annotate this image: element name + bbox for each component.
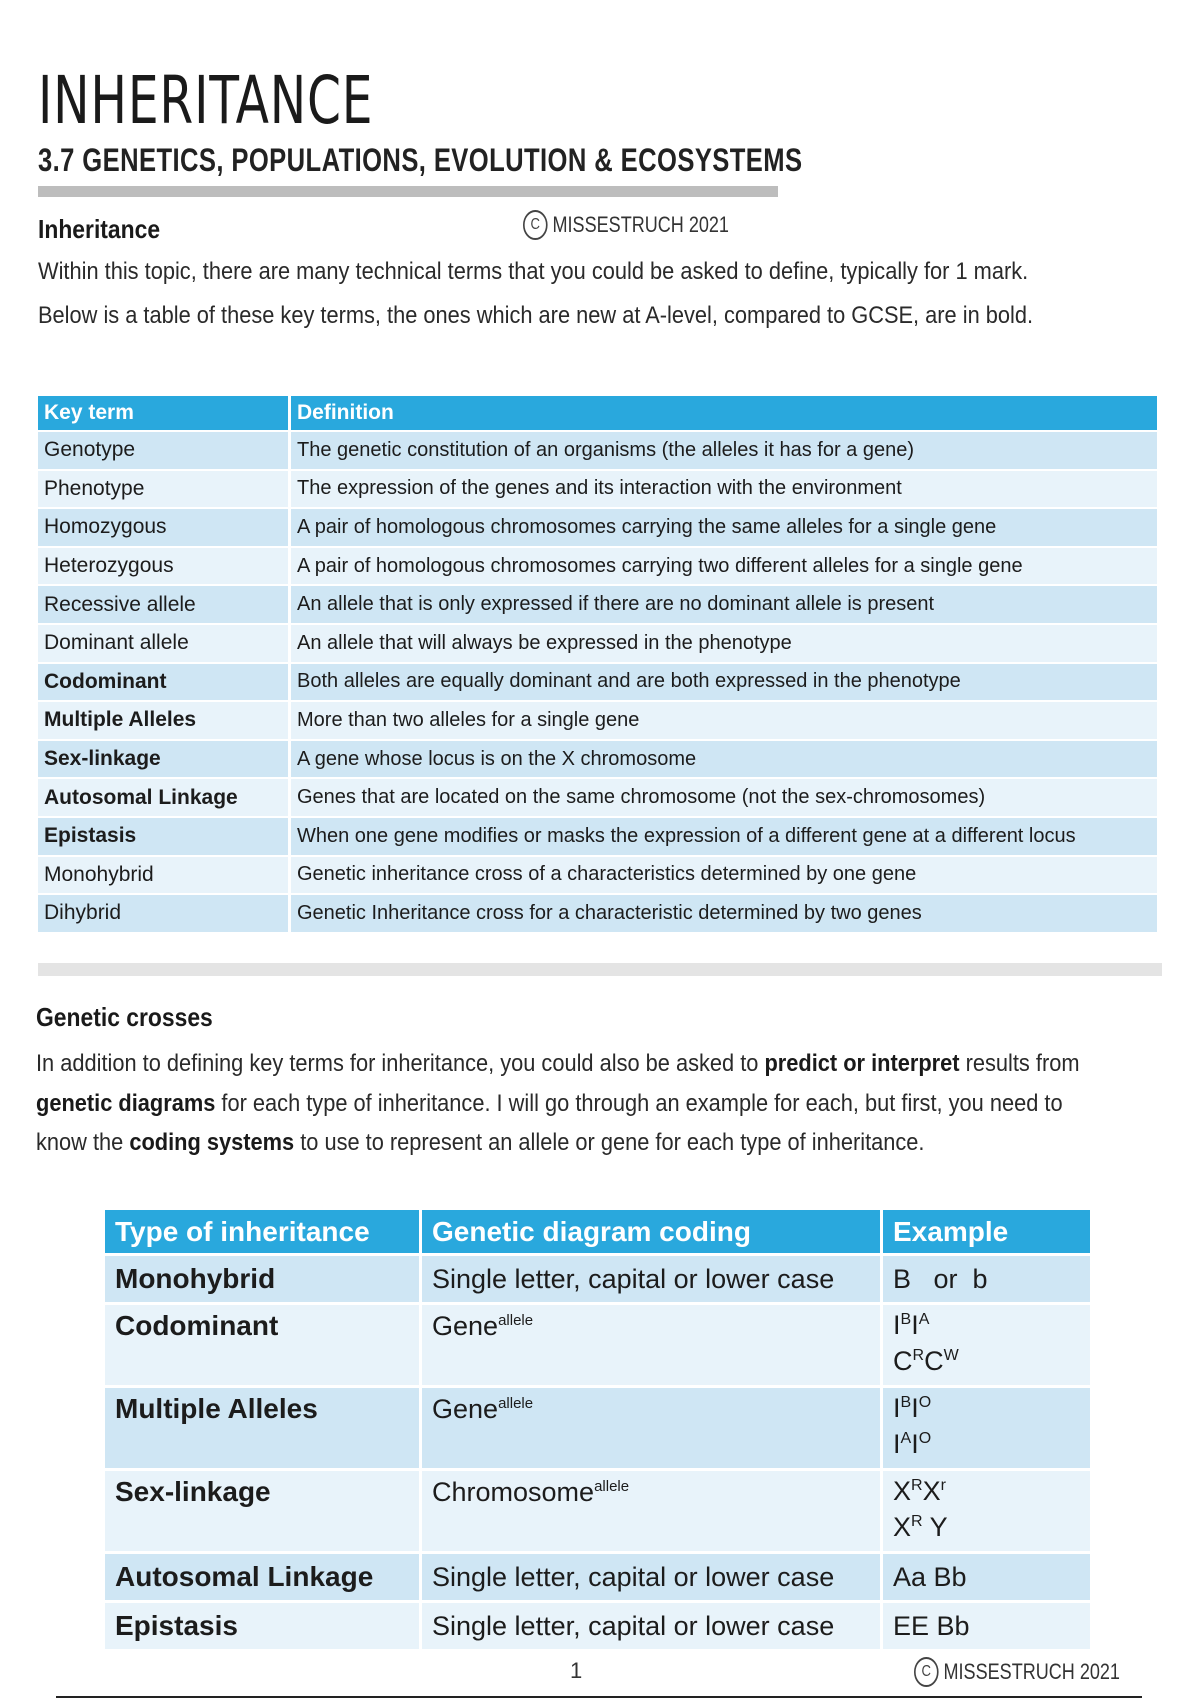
example-line bbox=[893, 1426, 1080, 1462]
table-row bbox=[38, 894, 1159, 932]
table-row bbox=[38, 508, 1159, 547]
table-row bbox=[38, 624, 1159, 663]
definition-cell: An allele that is only expressed if there are no dominant allele is present bbox=[290, 585, 1159, 624]
copyright-icon: C bbox=[914, 1657, 939, 1687]
allele-base: C bbox=[893, 1346, 913, 1376]
allele-base: I bbox=[893, 1310, 901, 1340]
coding-cell: Single letter, capital or lower case bbox=[421, 1553, 882, 1602]
type-cell: Multiple Alleles bbox=[105, 1387, 421, 1470]
table-row-sex-linkage bbox=[105, 1470, 1092, 1553]
copyright-icon: C bbox=[523, 210, 548, 240]
page-title: INHERITANCE bbox=[38, 62, 374, 139]
genetic-crosses-paragraph bbox=[36, 1044, 1100, 1163]
definition-cell: The genetic constitution of an organisms (the alleles it has for a gene) bbox=[290, 431, 1159, 470]
table-row-monohybrid bbox=[105, 1255, 1092, 1304]
example-line bbox=[893, 1343, 1080, 1379]
table-row-multiple-alleles bbox=[105, 1387, 1092, 1470]
example-line bbox=[893, 1473, 1080, 1509]
header-example: Example bbox=[882, 1210, 1092, 1255]
section-heading-genetic-crosses: Genetic crosses bbox=[36, 1002, 213, 1032]
allele-base: I bbox=[893, 1393, 901, 1423]
table-row bbox=[38, 856, 1159, 895]
coding-superscript: allele bbox=[498, 1395, 534, 1412]
table-row bbox=[38, 663, 1159, 702]
coding-base: Gene bbox=[432, 1394, 499, 1424]
section-heading-inheritance: Inheritance bbox=[38, 214, 161, 244]
term-cell: Phenotype bbox=[38, 470, 290, 509]
example-cell bbox=[882, 1387, 1092, 1470]
example-line bbox=[893, 1307, 1080, 1343]
example-cell: EE Bb bbox=[882, 1602, 1092, 1650]
coding-cell: Single letter, capital or lower case bbox=[421, 1602, 882, 1650]
type-cell: Monohybrid bbox=[105, 1255, 421, 1304]
header-type-of-inheritance: Type of inheritance bbox=[105, 1210, 421, 1255]
definition-cell: A gene whose locus is on the X chromosome bbox=[290, 740, 1159, 779]
term-cell: Sex-linkage bbox=[38, 740, 290, 779]
allele-superscript: O bbox=[918, 1394, 932, 1411]
header-key-term: Key term bbox=[38, 396, 290, 431]
table-header-row bbox=[105, 1210, 1092, 1255]
definition-cell: A pair of homologous chromosomes carrying two different alleles for a single gene bbox=[290, 547, 1159, 586]
table-row bbox=[38, 817, 1159, 856]
term-cell: Recessive allele bbox=[38, 585, 290, 624]
term-cell: Genotype bbox=[38, 431, 290, 470]
intro-paragraph: Within this topic, there are many technical terms that you could be asked to define, typically for 1 mark. Below is a table of these key terms, the ones which are new at A-level, compared to GCSE, are in bold. bbox=[38, 258, 1034, 329]
term-cell: Codominant bbox=[38, 663, 290, 702]
allele-superscript: O bbox=[918, 1430, 932, 1447]
definition-cell: An allele that will always be expressed in the phenotype bbox=[290, 624, 1159, 663]
term-cell: Multiple Alleles bbox=[38, 701, 290, 740]
allele-superscript: B bbox=[900, 1394, 912, 1411]
key-terms-table bbox=[38, 396, 1160, 932]
header-genetic-diagram-coding: Genetic diagram coding bbox=[421, 1210, 882, 1255]
coding-cell: Single letter, capital or lower case bbox=[421, 1255, 882, 1304]
title-underline bbox=[38, 186, 778, 197]
coding-superscript: allele bbox=[594, 1478, 630, 1495]
example-line bbox=[893, 1509, 1080, 1545]
definition-cell: The expression of the genes and its interaction with the environment bbox=[290, 470, 1159, 509]
definition-cell: Genetic inheritance cross of a characteristics determined by one gene bbox=[290, 856, 1159, 895]
table-row-autosomal-linkage bbox=[105, 1553, 1092, 1602]
allele-base: X bbox=[893, 1512, 912, 1542]
example-cell bbox=[882, 1304, 1092, 1387]
table-row bbox=[38, 431, 1159, 470]
allele-base: C bbox=[924, 1346, 944, 1376]
coding-base: Gene bbox=[432, 1311, 499, 1341]
table-header-row bbox=[38, 396, 1159, 431]
emphasis-coding-systems: coding systems bbox=[129, 1129, 295, 1156]
definition-cell: Genetic Inheritance cross for a characteristic determined by two genes bbox=[290, 894, 1159, 932]
table-row bbox=[38, 740, 1159, 779]
header-definition: Definition bbox=[290, 396, 1159, 431]
allele-base: X bbox=[922, 1476, 941, 1506]
table-row bbox=[38, 701, 1159, 740]
coding-base: Chromosome bbox=[432, 1477, 595, 1507]
type-cell: Autosomal Linkage bbox=[105, 1553, 421, 1602]
allele-superscript: A bbox=[900, 1430, 912, 1447]
allele-base: I bbox=[911, 1429, 919, 1459]
coding-cell bbox=[421, 1304, 882, 1387]
allele-base: Y bbox=[922, 1512, 948, 1542]
copyright-notice-top bbox=[523, 210, 729, 240]
example-cell: Aa Bb bbox=[882, 1553, 1092, 1602]
allele-superscript: B bbox=[900, 1311, 912, 1328]
allele-superscript: A bbox=[918, 1311, 930, 1328]
definition-cell: Both alleles are equally dominant and are both expressed in the phenotype bbox=[290, 663, 1159, 702]
page-subtitle: 3.7 GENETICS, POPULATIONS, EVOLUTION & ECOSYSTEMS bbox=[38, 142, 803, 178]
table-row bbox=[38, 470, 1159, 509]
allele-superscript: r bbox=[940, 1477, 946, 1494]
table-row bbox=[38, 778, 1159, 817]
example-line bbox=[893, 1390, 1080, 1426]
definition-cell: A pair of homologous chromosomes carrying the same alleles for a single gene bbox=[290, 508, 1159, 547]
term-cell: Heterozygous bbox=[38, 547, 290, 586]
definition-cell: More than two alleles for a single gene bbox=[290, 701, 1159, 740]
paragraph-text: results from bbox=[959, 1050, 1080, 1077]
coding-cell bbox=[421, 1387, 882, 1470]
coding-superscript: allele bbox=[498, 1312, 534, 1329]
section-divider bbox=[38, 963, 1162, 976]
allele-base: I bbox=[911, 1310, 919, 1340]
table-row bbox=[38, 547, 1159, 586]
term-cell: Epistasis bbox=[38, 817, 290, 856]
example-cell: B or b bbox=[882, 1255, 1092, 1304]
page-number: 1 bbox=[570, 1658, 583, 1683]
emphasis-genetic-diagrams: genetic diagrams bbox=[36, 1089, 216, 1117]
term-cell: Homozygous bbox=[38, 508, 290, 547]
allele-superscript: R bbox=[912, 1347, 925, 1364]
table-row-codominant bbox=[105, 1304, 1092, 1387]
type-cell: Epistasis bbox=[105, 1602, 421, 1650]
table-row-epistasis bbox=[105, 1602, 1092, 1650]
term-cell: Dihybrid bbox=[38, 894, 290, 932]
type-cell: Sex-linkage bbox=[105, 1470, 421, 1553]
allele-base: X bbox=[893, 1476, 912, 1506]
definition-cell: Genes that are located on the same chromosome (not the sex-chromosomes) bbox=[290, 778, 1159, 817]
emphasis-predict-interpret: predict or interpret bbox=[764, 1050, 960, 1077]
coding-cell bbox=[421, 1470, 882, 1553]
copyright-notice-bottom bbox=[914, 1657, 1120, 1687]
allele-superscript: R bbox=[911, 1477, 923, 1494]
coding-systems-table bbox=[105, 1210, 1093, 1649]
copyright-text: MISSESTRUCH 2021 bbox=[552, 212, 729, 237]
allele-base: I bbox=[911, 1393, 919, 1423]
footer-line bbox=[56, 1696, 1142, 1698]
paragraph-text: to use to represent an allele or gene for each type of inheritance. bbox=[294, 1129, 925, 1156]
example-cell bbox=[882, 1470, 1092, 1553]
term-cell: Dominant allele bbox=[38, 624, 290, 663]
term-cell: Monohybrid bbox=[38, 856, 290, 895]
table-row bbox=[38, 585, 1159, 624]
allele-base: I bbox=[893, 1429, 901, 1459]
allele-superscript: R bbox=[911, 1513, 923, 1530]
term-cell: Autosomal Linkage bbox=[38, 778, 290, 817]
copyright-text: MISSESTRUCH 2021 bbox=[943, 1659, 1120, 1684]
definition-cell: When one gene modifies or masks the expression of a different gene at a different locus bbox=[290, 817, 1159, 856]
type-cell: Codominant bbox=[105, 1304, 421, 1387]
paragraph-text: In addition to defining key terms for inheritance, you could also be asked to bbox=[36, 1050, 765, 1077]
paragraph-text: for each type of inheritance. I will go through an example for each, but first, you need to know the bbox=[36, 1089, 1063, 1156]
allele-superscript: W bbox=[943, 1347, 959, 1364]
